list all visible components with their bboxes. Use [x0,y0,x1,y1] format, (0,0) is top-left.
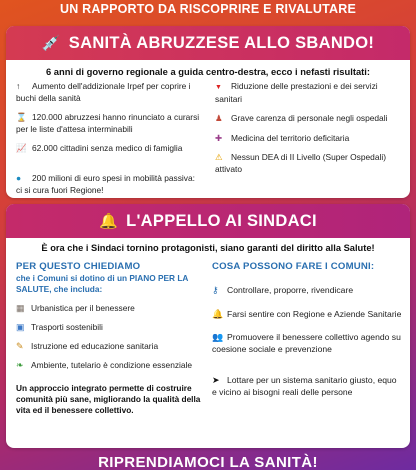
bell-icon: 🔔 [212,308,224,319]
stat-text: Riduzione delle prestazioni e dei servizi sanitari [215,81,378,104]
stat-text: Aumento dell'addizionale Irpef per coprire i buchi della sanità [16,81,191,103]
list-item-text: Controllare, proporre, rivendicare [227,285,354,295]
section-sanita-title: SANITÀ ABRUZZESE ALLO SBANDO! [68,33,375,52]
list-item-text: Lottare per un sistema sanitario giusto, equo e vicino ai bisogni reali delle persone [212,375,397,397]
list-item [16,360,202,371]
stat-item [16,173,201,196]
stat-item [215,81,400,105]
section-appello-subtitle: È ora che i Sindaci tornino protagonisti, siano garanti del diritto alla Salute! [41,243,375,253]
stat-item [16,81,201,104]
staff-icon: ♟ [215,113,223,123]
key-icon: ⚷ [212,285,219,295]
stat-item [215,133,400,145]
appello-columns [6,253,410,416]
stats-left-column [16,81,201,198]
section-sanita-subtitle: 6 anni di governo regionale a guida centro-destra, ecco i nefasti risultati: [45,66,371,77]
stat-text: Medicina del territorio deficitaria [231,132,350,143]
stat-item [215,113,400,125]
building-icon: ▦ [16,303,25,313]
stat-text: 62.000 cittadini senza medico di famiglia [32,143,183,153]
section-appello-card [6,204,410,448]
section-appello-title: L'APPELLO AI SINDACI [126,211,317,230]
chiediamo-heading: PER QUESTO CHIEDIAMO [16,261,141,272]
chiediamo-column [16,261,202,416]
stats-columns [6,77,410,198]
syringe-icon: 💉 [41,34,61,52]
section-appello-header [6,204,410,238]
medicine-icon: ✚ [215,132,223,143]
bus-icon: ▣ [16,322,25,332]
bottom-banner: RIPRENDIAMOCI LA SANITÀ! [98,454,318,470]
list-item [212,332,402,355]
stat-text: Nessun DEA di II Livello (Super Ospedali) attivato [215,152,387,174]
list-item [212,309,402,321]
list-item-text: Promuovere il benessere collettivo agendo su coesione sociale e prevenzione [212,332,401,354]
stat-text: 120.000 abruzzesi hanno rinunciato a curarsi per le liste d'attesa interminabili [16,112,200,134]
stat-item [16,112,201,135]
list-item-text: Farsi sentire con Regione e Aziende Sanitarie [227,308,402,319]
list-item-text: Ambiente, tutelario è condizione essenziale [31,360,193,370]
section-sanita-card [6,26,410,198]
hourglass-icon: ⌛ [16,112,27,122]
list-item [212,285,402,297]
list-item [16,303,202,314]
stats-right-column [215,81,400,198]
comuni-column [212,261,402,416]
stat-text: Grave carenza di personale negli ospedali [231,113,388,123]
conclusion-text: Un approccio integrato permette di costruire comunità più sane, migliorando la qualità della vita ed il benessere collettivo. [16,383,201,415]
people-icon: 👥 [212,332,224,342]
stat-text: 200 milioni di euro spesi in mobilità passiva: ci si cura fuori Regione! [16,173,195,195]
stat-item [16,143,201,165]
arrow-up-icon: ↑ [16,81,21,91]
list-item [16,341,202,352]
stat-item [215,152,400,175]
school-icon: ✎ [16,341,24,351]
list-item-text: Trasporti sostenibili [31,322,103,332]
chiediamo-subheading: che i Comuni si dotino di un PIANO PER LA SALUTE, che includa: [16,273,189,294]
globe-icon: ● [16,173,22,183]
triangle-down-icon: ▼ [215,84,222,91]
warning-icon: ⚠ [215,152,223,162]
section-sanita-header [6,26,410,60]
list-item [16,322,202,333]
top-banner: UN RAPPORTO DA RISCOPRIRE E RIVALUTARE [59,2,357,16]
leaf-icon: ❧ [16,360,24,370]
list-item-text: Urbanistica per il benessere [31,303,135,313]
runner-icon: ➤ [212,375,220,385]
bell-icon: 🔔 [99,212,119,230]
list-item [212,375,402,398]
comuni-heading: COSA POSSONO FARE I COMUNI: [212,261,375,272]
chart-icon: 📈 [16,143,27,153]
list-item-text: Istruzione ed educazione sanitaria [31,341,159,351]
